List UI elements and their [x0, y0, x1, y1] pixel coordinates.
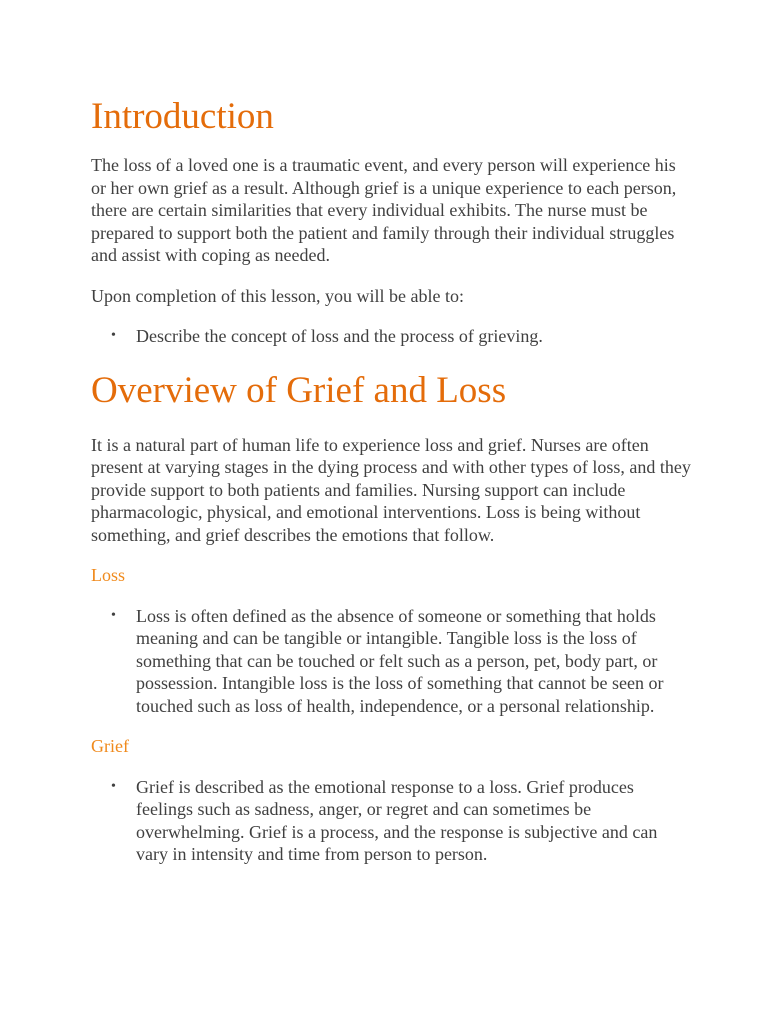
- bullet-icon: •: [111, 607, 116, 623]
- bullet-icon: •: [111, 778, 116, 794]
- list-item-text: Describe the concept of loss and the process of grieving.: [136, 326, 543, 346]
- loss-heading: Loss: [91, 565, 126, 585]
- document-page: [91, 92, 691, 884]
- grief-heading: Grief: [91, 736, 129, 756]
- list-item-text: Loss is often defined as the absence of someone or something that holds meaning and can be tangible or intangible. Tangible loss is the loss of something that can be touched or felt such as a person, pet, body part, or possession. Intangible loss is the loss of something that cannot be seen or touched such as loss of health, independence, or a personal relationship.: [136, 605, 664, 716]
- grief-list: [91, 776, 691, 866]
- overview-paragraph: It is a natural part of human life to experience loss and grief. Nurses are often present at varying stages in the dying process and with other types of loss, and they provide support to both patients and families. Nursing support can include pharmacologic, physical, and emotional interventions. Loss is being without something, and grief describes the emotions that follow.: [91, 434, 691, 545]
- list-item-text: Grief is described as the emotional response to a loss. Grief produces feelings such as sadness, anger, or regret and can sometimes be overwhelming. Grief is a process, and the response is subjective and can vary in intensity and time from person to person.: [136, 776, 658, 864]
- list-item: [91, 605, 691, 718]
- list-item: [91, 325, 691, 348]
- introduction-heading: Introduction: [91, 96, 274, 137]
- list-item: [91, 776, 691, 866]
- introduction-paragraph: The loss of a loved one is a traumatic event, and every person will experience his or her own grief as a result. Although grief is a unique experience to each person, there are certain similarities that every individual exhibits. The nurse must be prepared to support both the patient and family through their individual struggles and assist with coping as needed.: [91, 155, 677, 265]
- overview-heading: Overview of Grief and Loss: [91, 369, 507, 411]
- objectives-lead: Upon completion of this lesson, you will be able to:: [91, 285, 464, 306]
- bullet-icon: •: [111, 328, 116, 343]
- loss-list: [91, 605, 691, 718]
- objectives-list: [91, 325, 691, 348]
